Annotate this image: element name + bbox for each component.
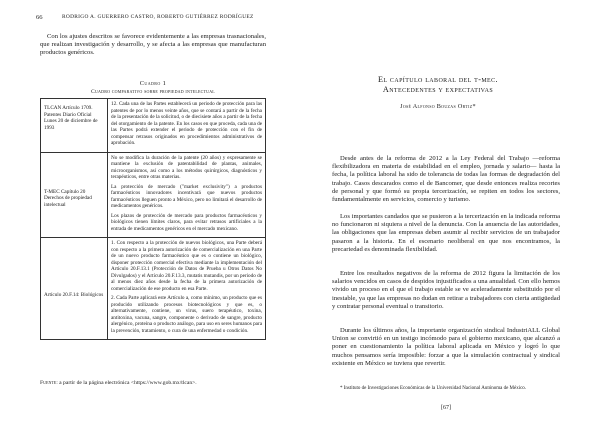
intro-paragraph: Con los ajustes descritos se favorece evidentemente a las empresas trasnacionales, que realizan investigación y desarrollo, y se afecta a las empresas que manufacturan productos genéricos. (40, 33, 266, 57)
footnote: * Instituto de Investigaciones Económicas de la Universidad Nacional Autónoma de México. (340, 386, 527, 391)
table-row (41, 238, 266, 340)
body-paragraph: Los importantes candados que se pusieron a la tercerización en la indicada reforma no funcionaron ni siquiera a nivel de la denuncia. Con la anuencia de las autoridades, las obligaciones que las empresas deben asumir al recibir servicios de un trabajador pasaron a la historia. En el escenario neoliberal en que nos encontramos, la precariedad es denominada flexibilidad. (332, 213, 560, 253)
body-paragraph: Durante los últimos años, la importante organización sindical IndustriALL Global Union se convirtió en un testigo incómodo para el gobierno mexicano, que alcanzó a poner en cuestionamiento la política laboral aplicada en México y logró lo que muchos pensamos sería imposible: forzar a que la simulación contractual y sindical existente en México se tuviera que revertir. (332, 327, 560, 367)
running-head: RODRIGO A. GUERRERO CASTRO, ROBERTO GUTIÉRREZ RODRÍGUEZ (62, 14, 254, 20)
table-caption: Cuadro 1 (139, 80, 167, 87)
row-content-cell (108, 99, 266, 153)
page-number-left: 66 (36, 14, 43, 21)
source-label: Fuente (40, 380, 57, 386)
row-label: Artículo 20.F.14: Biológicos (44, 292, 104, 298)
table-source (40, 380, 266, 386)
row-label: TLCAN Artículo 1709. Patentes Diario Oficial Lunes 20 de diciembre de 1993 (44, 105, 98, 131)
cell-paragraph: La protección de mercado ("market exclusivity") a productos farmacéuticos innovadores incentivará que nuevos productos farmacéuticos lleguen pronto a México, pero no limitará el desarrollo de medicamentos genéricos. (111, 183, 262, 209)
row-label-cell (41, 238, 108, 340)
page-number-right: [67] (441, 405, 451, 411)
table-row (41, 152, 266, 238)
body-paragraph: Entre los resultados negativos de la reforma de 2012 figura la limitación de los salarios vencidos en casos de despidos injustificados a una anualidad. Con ello hemos vivido un proceso en el que el trabajo estable se ve aceleradamente substituido por el inestable, ya que las empresas no dudan en retirar a trabajadores con cierta antigüedad y contratar personal eventual o transitorio. (332, 270, 560, 310)
cell-paragraph: 2. Cada Parte aplicará este Artículo a, como mínimo, un producto que es producido utilizando procesos biotecnológicos y que es, o alternativamente, contiene, un virus, suero terapéutico, toxina, antitoxina, vacuna, sangre, componente o derivado de sangre, producto alergénico, proteína o producto análogo, para uso en seres humanos para la prevención, tratamiento, o cura de una enfermedad o condición. (111, 295, 262, 334)
source-text: : a partir de la página electrónica <https://www.gob.mx/tlcan>. (56, 380, 197, 386)
row-label-cell (41, 99, 108, 153)
table-subcaption: Cuadro comparativo sobre propiedad intelectual (91, 89, 215, 95)
chapter-title-line2: Antecedentes y expectativas (382, 85, 494, 94)
chapter-title-line1: El capítulo laboral del t-mec. (378, 75, 498, 84)
row-content-cell (108, 238, 266, 340)
chapter-author: José Alfonso Bouzas Ortiz* (400, 103, 476, 110)
body-paragraph: Desde antes de la reforma de 2012 a la Ley Federal del Trabajo —reforma flexibilizadora en materia de estabilidad en el empleo, jornada y salario— hasta la fecha, la política laboral ha sido de tolerancia de todas las formas de degradación del trabajo. Casos descarados como el de Bancomer, que desde entonces realiza recortes de personal y que formó su propia tercerización, se repiten en todos los sectores, fundamentalmente en servicios, comercio y turismo. (332, 155, 560, 204)
row-label-cell (41, 152, 108, 238)
cell-paragraph: Los plazos de protección de mercado para productos farmacéuticos y biológicos tienen límites claros, para evitar retrasos artificiales a la entrada de medicamentos genéricos en el mercado mexicano. (111, 212, 262, 232)
cell-paragraph: 1. Con respecto a la protección de nuevos biológicos, una Parte deberá con respecto a la primera autorización de comercialización en una Parte de un nuevo producto farmacéutico que es o contiene un biológico, disponer protección comercial efectiva mediante la implementación del Artículo 20.F.13.1 (Protección de Datos de Prueba u Otros Datos No Divulgados) y el Artículo 20.F.13.3, mutatis mutandis, por un periodo de al menos diez años desde la fecha de la primera autorización de comercialización de ese producto en esa Parte. (111, 240, 263, 292)
comparison-table (40, 98, 266, 340)
row-content-cell (108, 152, 266, 238)
row-label: T-MEC Capítulo 20 Derechos de propiedad intelectual (44, 188, 92, 208)
cell-paragraph: No se modifica la duración de la patente (20 años) y expresamente se mantiene la exclusión de patentabilidad de plantas, animales, microorganismos, así como a los métodos quirúrgicos, diagnósticos y terapéuticos, entre otras materias. (111, 154, 262, 180)
cell-paragraph: 12. Cada una de las Partes establecerá un periodo de protección para las patentes de por lo menos veinte años, que se contará a partir de la fecha de la presentación de la solicitud, o de diecisiete años a partir de la fecha del otorgamiento de la patente. En los casos en que proceda, cada una de las Partes podrá extender el periodo de protección con el fin de compensar retrasos originados en procedimientos administrativos de aprobación. (111, 101, 262, 146)
table-row (41, 99, 266, 153)
